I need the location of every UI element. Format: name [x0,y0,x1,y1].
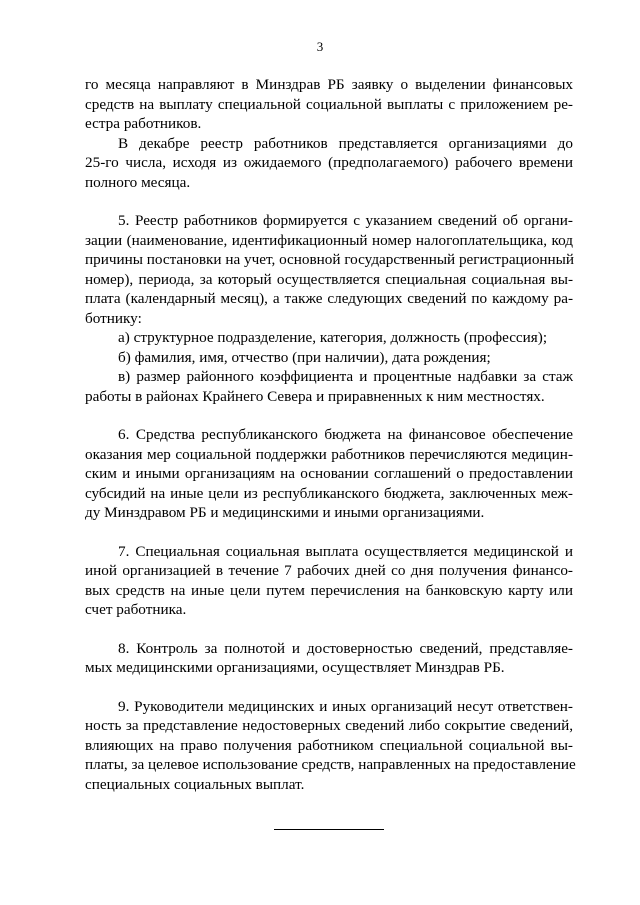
text-line: ботнику: [85,309,142,327]
closing-rule [274,829,384,830]
text-line: 8. Контроль за полнотой и достоверностью сведений, представляе- [118,639,573,657]
text-line: мых медицинскими организациями, осуществляет Минздрав РБ. [85,659,505,676]
text-line: средств на выплату специальной социальной выплаты с приложением ре- [85,95,573,113]
text-line: субсидий на иные цели из республиканского бюджета, заключенных меж- [85,484,573,502]
text-line: б) фамилия, имя, отчество (при наличии), дата рождения; [118,348,491,366]
text-line: зации (наименование, идентификационный номер налогоплательщика, код [85,231,573,249]
text-line: ду Минздравом РБ и медицинскими и иными организациями. [85,504,485,521]
text-line: влияющих на право получения работником специальной социальной вы- [85,736,573,754]
text-line: 6. Средства республиканского бюджета на финансовое обеспечение [118,426,573,443]
text-line: ность за представление недостоверных сведений либо сокрытие сведений, [85,717,573,734]
paragraph-gap [85,523,573,542]
paragraph-gap [85,192,573,211]
text-line: плата (календарный месяц), а также следующих сведений по каждому ра- [85,290,573,307]
text-line: счет работника. [85,601,187,618]
text-line: в) размер районного коэффициента и процентные надбавки за стаж [118,368,573,385]
text-line: 7. Специальная социальная выплата осуществляется медицинской и [118,542,573,560]
text-line: номер), периода, за который осуществляется специальная социальная вы- [85,270,573,288]
document-body [85,75,576,794]
text-line: 25-го числа, исходя из ожидаемого (предполагаемого) рабочего времени [85,154,573,171]
text-line: естра работников. [85,115,202,132]
text-line: работы в районах Крайнего Севера и приравненных к ним местностях. [85,387,545,405]
paragraph-gap [85,406,573,425]
page-number: 3 [316,39,324,54]
text-line: вых средств на иные цели путем перечисления на банковскую карту или [85,581,573,599]
text-line: причины постановки на учет, основной государственный регистрационный [85,251,574,268]
paragraph-gap [85,620,573,639]
text-line: специальных социальных выплат. [85,775,305,793]
text-line: иной организацией в течение 7 рабочих дней со дня получения финансо- [85,562,573,579]
text-line: го месяца направляют в Минздрав РБ заявку о выделении финансовых [85,76,573,93]
text-line: а) структурное подразделение, категория, должность (профессия); [118,329,548,346]
text-line: В декабре реестр работников представляется организациями до [118,134,573,152]
text-line: платы, за целевое использование средств, направленных на предоставление [85,756,576,773]
paragraph-gap [85,678,573,697]
text-line: ским и иными организациям на основании соглашений о предоставлении [85,465,573,482]
text-line: оказания мер социальной поддержки работников перечисляются медицин- [85,445,573,463]
text-line: 5. Реестр работников формируется с указанием сведений об органи- [118,212,573,229]
text-line: 9. Руководители медицинских и иных организаций несут ответствен- [118,697,573,715]
text-line: полного месяца. [85,173,191,191]
